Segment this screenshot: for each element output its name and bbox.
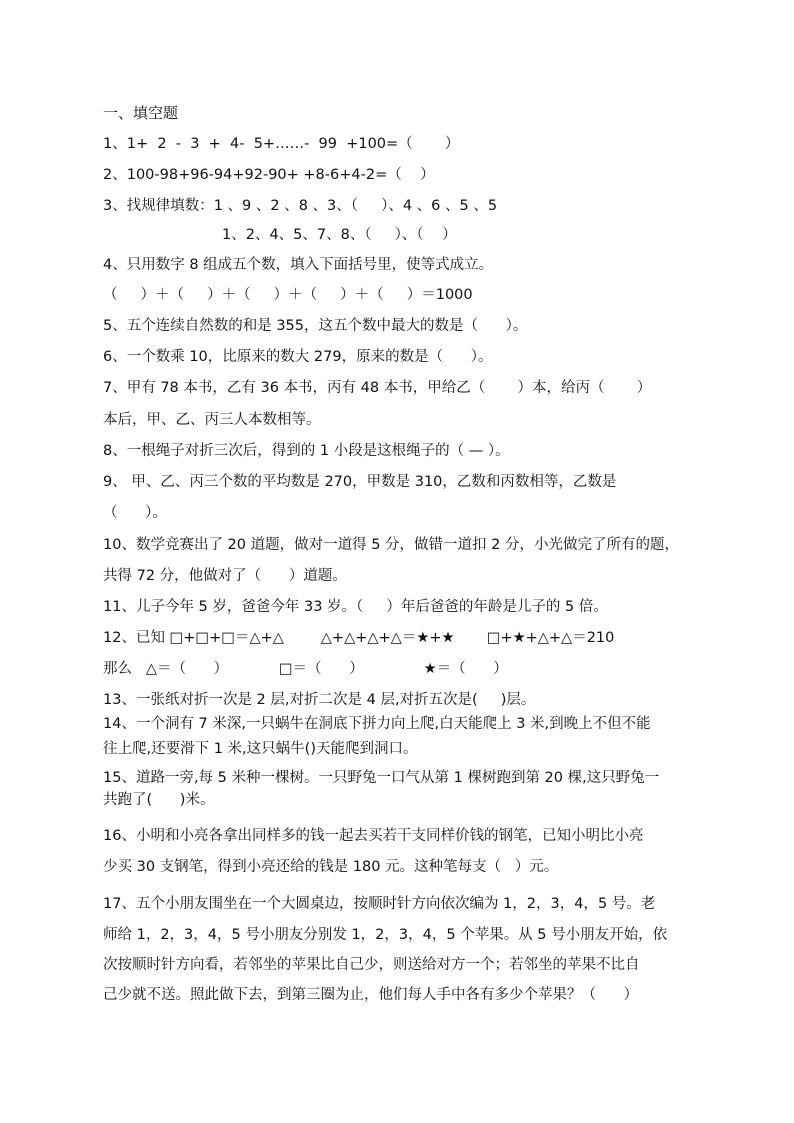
question-6: 6、一个数乘 10，比原来的数大 279，原来的数是（ ）。: [103, 349, 493, 365]
question-7-line-2: 本后，甲、乙、丙三人本数相等。: [103, 412, 321, 428]
question-8: 8、一根绳子对折三次后，得到的 1 小段是这根绳子的（ — ）。: [103, 443, 510, 459]
question-3: 3、找规律填数：1 、9 、2 、8 、3、（ ）、4 、6 、5 、5: [103, 198, 498, 214]
question-11: 11、儿子今年 5 岁，爸爸今年 33 岁。（ ）年后爸爸的年龄是儿子的 5 倍。: [103, 599, 608, 615]
question-12: 12、已知 □+□+□＝△+△ △+△+△+△＝★+★ □+★+△+△＝210: [103, 630, 615, 646]
question-13: 13、一张纸对折一次是 2 层,对折二次是 4 层,对折五次是( )层。: [103, 692, 536, 708]
section-title: 一、填空题: [103, 104, 179, 122]
question-16: 16、小明和小亮各拿出同样多的钱一起去买若干支同样价钱的钢笔，已知小明比小亮: [103, 828, 644, 844]
question-14: 14、一个洞有 7 米深,一只蜗牛在洞底下拼力向上爬,白天能爬上 3 米,到晚上不但不能: [103, 716, 651, 732]
question-1: 1、1+ 2 - 3 + 4- 5+……- 99 +100=（ ）: [103, 136, 460, 152]
question-4-equation: （ ）＋（ ）＋（ ）＋（ ）＋（ ）＝1000: [103, 287, 473, 303]
question-17: 17、五个小朋友围坐在一个大圆桌边，按顺时针方向依次编为 1，2，3，4，5 号。老: [103, 896, 656, 912]
question-12-line-2: 那么 △＝（ ） □＝（ ） ★＝（ ）: [103, 661, 508, 677]
question-14-line-2: 往上爬,还要滑下 1 米,这只蜗牛()天能爬到洞口。: [103, 741, 418, 757]
question-17-line-2: 师给 1，2，3，4，5 号小朋友分别发 1，2，3，4，5 个苹果。从 5 号小朋友开始，依: [103, 927, 668, 943]
question-10: 10、数学竞赛出了 20 道题，做对一道得 5 分，做错一道扣 2 分，小光做完了所有的题，: [103, 537, 680, 553]
question-3-line-2: 1、2、4、5、7、8、（ ）、（ ）: [222, 227, 457, 243]
question-9: 9、 甲、乙、丙三个数的平均数是 270，甲数是 310，乙数和丙数相等，乙数是: [103, 474, 617, 490]
question-15: 15、道路一旁,每 5 米种一棵树。一只野兔一口气从第 1 棵树跑到第 20 棵,这只野兔一: [103, 770, 660, 786]
question-4: 4、只用数字 8 组成五个数，填入下面括号里，使等式成立。: [103, 257, 494, 273]
question-9-line-2: （ ）。: [103, 505, 167, 521]
question-7: 7、甲有 78 本书，乙有 36 本书，丙有 48 本书，甲给乙（ ）本，给丙（ ）: [103, 380, 652, 396]
question-5: 5、五个连续自然数的和是 355，这五个数中最大的数是（ ）。: [103, 318, 528, 334]
question-17-line-3: 次按顺时针方向看，若邻坐的苹果比自己少，则送给对方一个；若邻坐的苹果不比自: [103, 957, 640, 973]
question-17-line-4: 己少就不送。照此做下去，到第三圈为止，他们每人手中各有多少个苹果？（ ）: [103, 987, 639, 1003]
question-10-line-2: 共得 72 分，他做对了（ ）道题。: [103, 568, 347, 584]
question-16-line-2: 少买 30 支钢笔，得到小亮还给的钱是 180 元。这种笔每支（ ）元。: [103, 859, 559, 875]
question-2: 2、100-98+96-94+92-90+ +8-6+4-2=（ ）: [103, 167, 435, 183]
question-15-line-2: 共跑了( )米。: [103, 792, 215, 808]
